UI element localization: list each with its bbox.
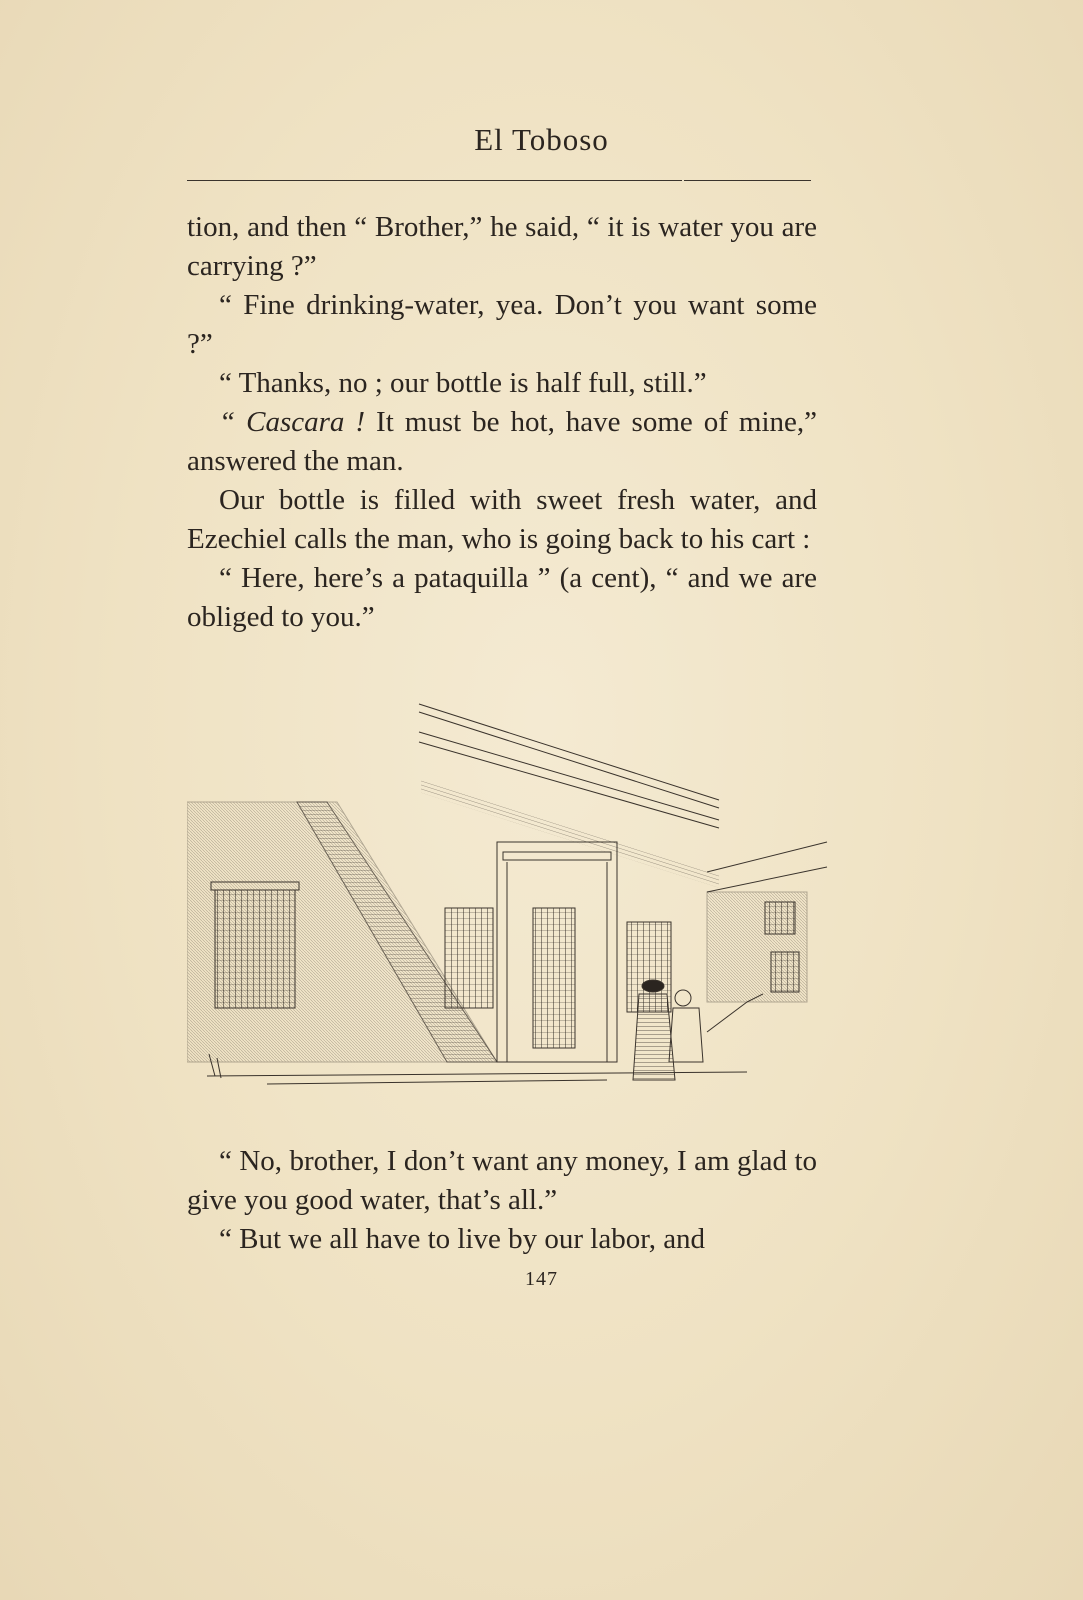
paragraph: Our bottle is filled with sweet fresh water, and Ezechiel calls the man, who is going back to his cart : [187, 484, 817, 555]
page-number: 147 [525, 1268, 558, 1290]
running-title: El Toboso [474, 122, 609, 157]
paragraph: “ Fine drinking-water, yea. Don’t you want some ?” [187, 289, 817, 360]
paragraph-rest: It must be hot, have some of mine,” answered the man. [187, 406, 818, 477]
body-text-bottom [187, 1142, 817, 1259]
paragraph: “ Thanks, no ; our bottle is half full, still.” [219, 367, 707, 399]
street-scene-illustration [187, 702, 829, 1122]
paragraph: “ But we all have to live by our labor, and [219, 1223, 706, 1255]
paragraph [187, 403, 817, 481]
italic-exclamation: “ Cascara ! [219, 406, 366, 438]
paragraph: tion, and then “ Brother,” he said, “ it is water you are carrying ?” [187, 211, 817, 282]
paragraph: “ Here, here’s a pataquilla ” (a cent), “ and we are obliged to you.” [187, 562, 817, 633]
paragraph: “ No, brother, I don’t want any money, I am glad to give you good water, that’s all.” [187, 1145, 817, 1216]
body-text-top [187, 208, 817, 637]
header-rule [187, 180, 811, 181]
